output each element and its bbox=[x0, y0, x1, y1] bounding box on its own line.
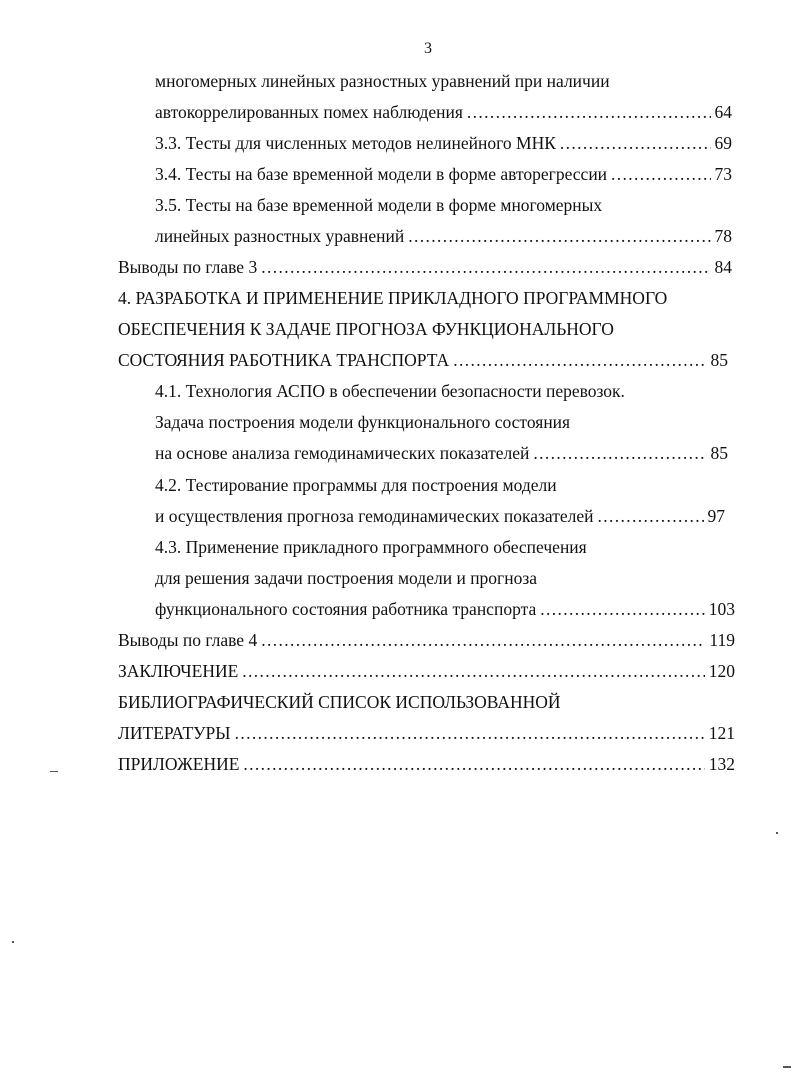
toc-entry-title: линейных разностных уравнений bbox=[155, 226, 405, 246]
dot-leader bbox=[611, 159, 710, 190]
dot-leader bbox=[243, 749, 704, 780]
toc-entry bbox=[118, 718, 735, 749]
toc-entry-title: ЛИТЕРАТУРЫ bbox=[118, 723, 231, 743]
toc-entry bbox=[155, 594, 735, 625]
toc-page-number: 97 bbox=[707, 506, 725, 526]
toc-line: для решения задачи построения модели и прогноза bbox=[155, 568, 538, 588]
toc-page-number: 119 bbox=[709, 630, 735, 650]
toc-line: 4.1. Технология АСПО в обеспечении безопасности перевозок. bbox=[155, 381, 625, 401]
dot-leader bbox=[408, 221, 710, 252]
dot-leader bbox=[242, 656, 704, 687]
dot-leader bbox=[533, 438, 706, 469]
toc-entry-title: Выводы по главе 3 bbox=[118, 257, 258, 277]
toc-entry bbox=[118, 252, 732, 283]
toc-page-number: 85 bbox=[710, 350, 728, 370]
toc-line: 4.3. Применение прикладного программного обеспечения bbox=[155, 537, 587, 557]
toc-entry-title: 3.4. Тесты на базе временной модели в форме авторегрессии bbox=[155, 164, 608, 184]
toc-entry-title: Выводы по главе 4 bbox=[118, 630, 258, 650]
toc-line: Задача построения модели функционального состояния bbox=[155, 412, 571, 432]
toc-line: 3.5. Тесты на базе временной модели в форме многомерных bbox=[155, 195, 603, 215]
scan-speck bbox=[776, 832, 778, 834]
toc-page-number: 103 bbox=[708, 599, 735, 619]
toc-page-number: 73 bbox=[714, 164, 732, 184]
toc-page-number: 121 bbox=[708, 723, 735, 743]
toc-entry-title: автокоррелированных помех наблюдения bbox=[155, 102, 463, 122]
dot-leader bbox=[453, 345, 706, 376]
toc-entry bbox=[118, 749, 735, 780]
page-number: 3 bbox=[424, 40, 432, 57]
scan-speck bbox=[50, 771, 58, 772]
toc-entry bbox=[155, 221, 732, 252]
scan-speck bbox=[783, 1066, 791, 1068]
toc-entry bbox=[155, 501, 725, 532]
toc-entry bbox=[155, 438, 728, 469]
toc-entry-title: и осуществления прогноза гемодинамических показателей bbox=[155, 506, 594, 526]
dot-leader bbox=[540, 594, 705, 625]
scan-speck bbox=[12, 941, 14, 943]
toc-chapter-heading: ОБЕСПЕЧЕНИЯ К ЗАДАЧЕ ПРОГНОЗА ФУНКЦИОНАЛЬНОГО bbox=[118, 319, 614, 339]
toc-entry-title: функционального состояния работника транспорта bbox=[155, 599, 537, 619]
dot-leader bbox=[261, 625, 705, 656]
dot-leader bbox=[467, 97, 711, 128]
toc-entry bbox=[118, 656, 735, 687]
toc-chapter-heading: 4. РАЗРАБОТКА И ПРИМЕНЕНИЕ ПРИКЛАДНОГО ПРОГРАММНОГО bbox=[118, 288, 668, 308]
toc-entry-title: ЗАКЛЮЧЕНИЕ bbox=[118, 661, 239, 681]
toc-page-number: 132 bbox=[708, 754, 735, 774]
toc-page-number: 84 bbox=[714, 257, 732, 277]
toc-page-number: 64 bbox=[714, 102, 732, 122]
toc-line: БИБЛИОГРАФИЧЕСКИЙ СПИСОК ИСПОЛЬЗОВАННОЙ bbox=[118, 692, 561, 712]
toc-page-number: 85 bbox=[710, 443, 728, 463]
toc-page-number: 120 bbox=[708, 661, 735, 681]
toc-entry-title: 3.3. Тесты для численных методов нелинейного МНК bbox=[155, 133, 556, 153]
toc-line: 4.2. Тестирование программы для построения модели bbox=[155, 475, 557, 495]
toc-entry bbox=[155, 159, 732, 190]
dot-leader bbox=[597, 501, 703, 532]
toc-page-number: 69 bbox=[714, 133, 732, 153]
dot-leader bbox=[261, 252, 710, 283]
toc-entry bbox=[155, 97, 732, 128]
toc-entry bbox=[155, 128, 732, 159]
toc-entry-title: СОСТОЯНИЯ РАБОТНИКА ТРАНСПОРТА bbox=[118, 350, 450, 370]
dot-leader bbox=[235, 718, 705, 749]
toc-line: многомерных линейных разностных уравнений при наличии bbox=[155, 71, 610, 91]
toc-entry-title: на основе анализа гемодинамических показателей bbox=[155, 443, 530, 463]
dot-leader bbox=[560, 128, 711, 159]
toc-entry bbox=[118, 345, 728, 376]
toc-page-number: 78 bbox=[714, 226, 732, 246]
toc-entry-title: ПРИЛОЖЕНИЕ bbox=[118, 754, 240, 774]
toc-entry bbox=[118, 625, 735, 656]
